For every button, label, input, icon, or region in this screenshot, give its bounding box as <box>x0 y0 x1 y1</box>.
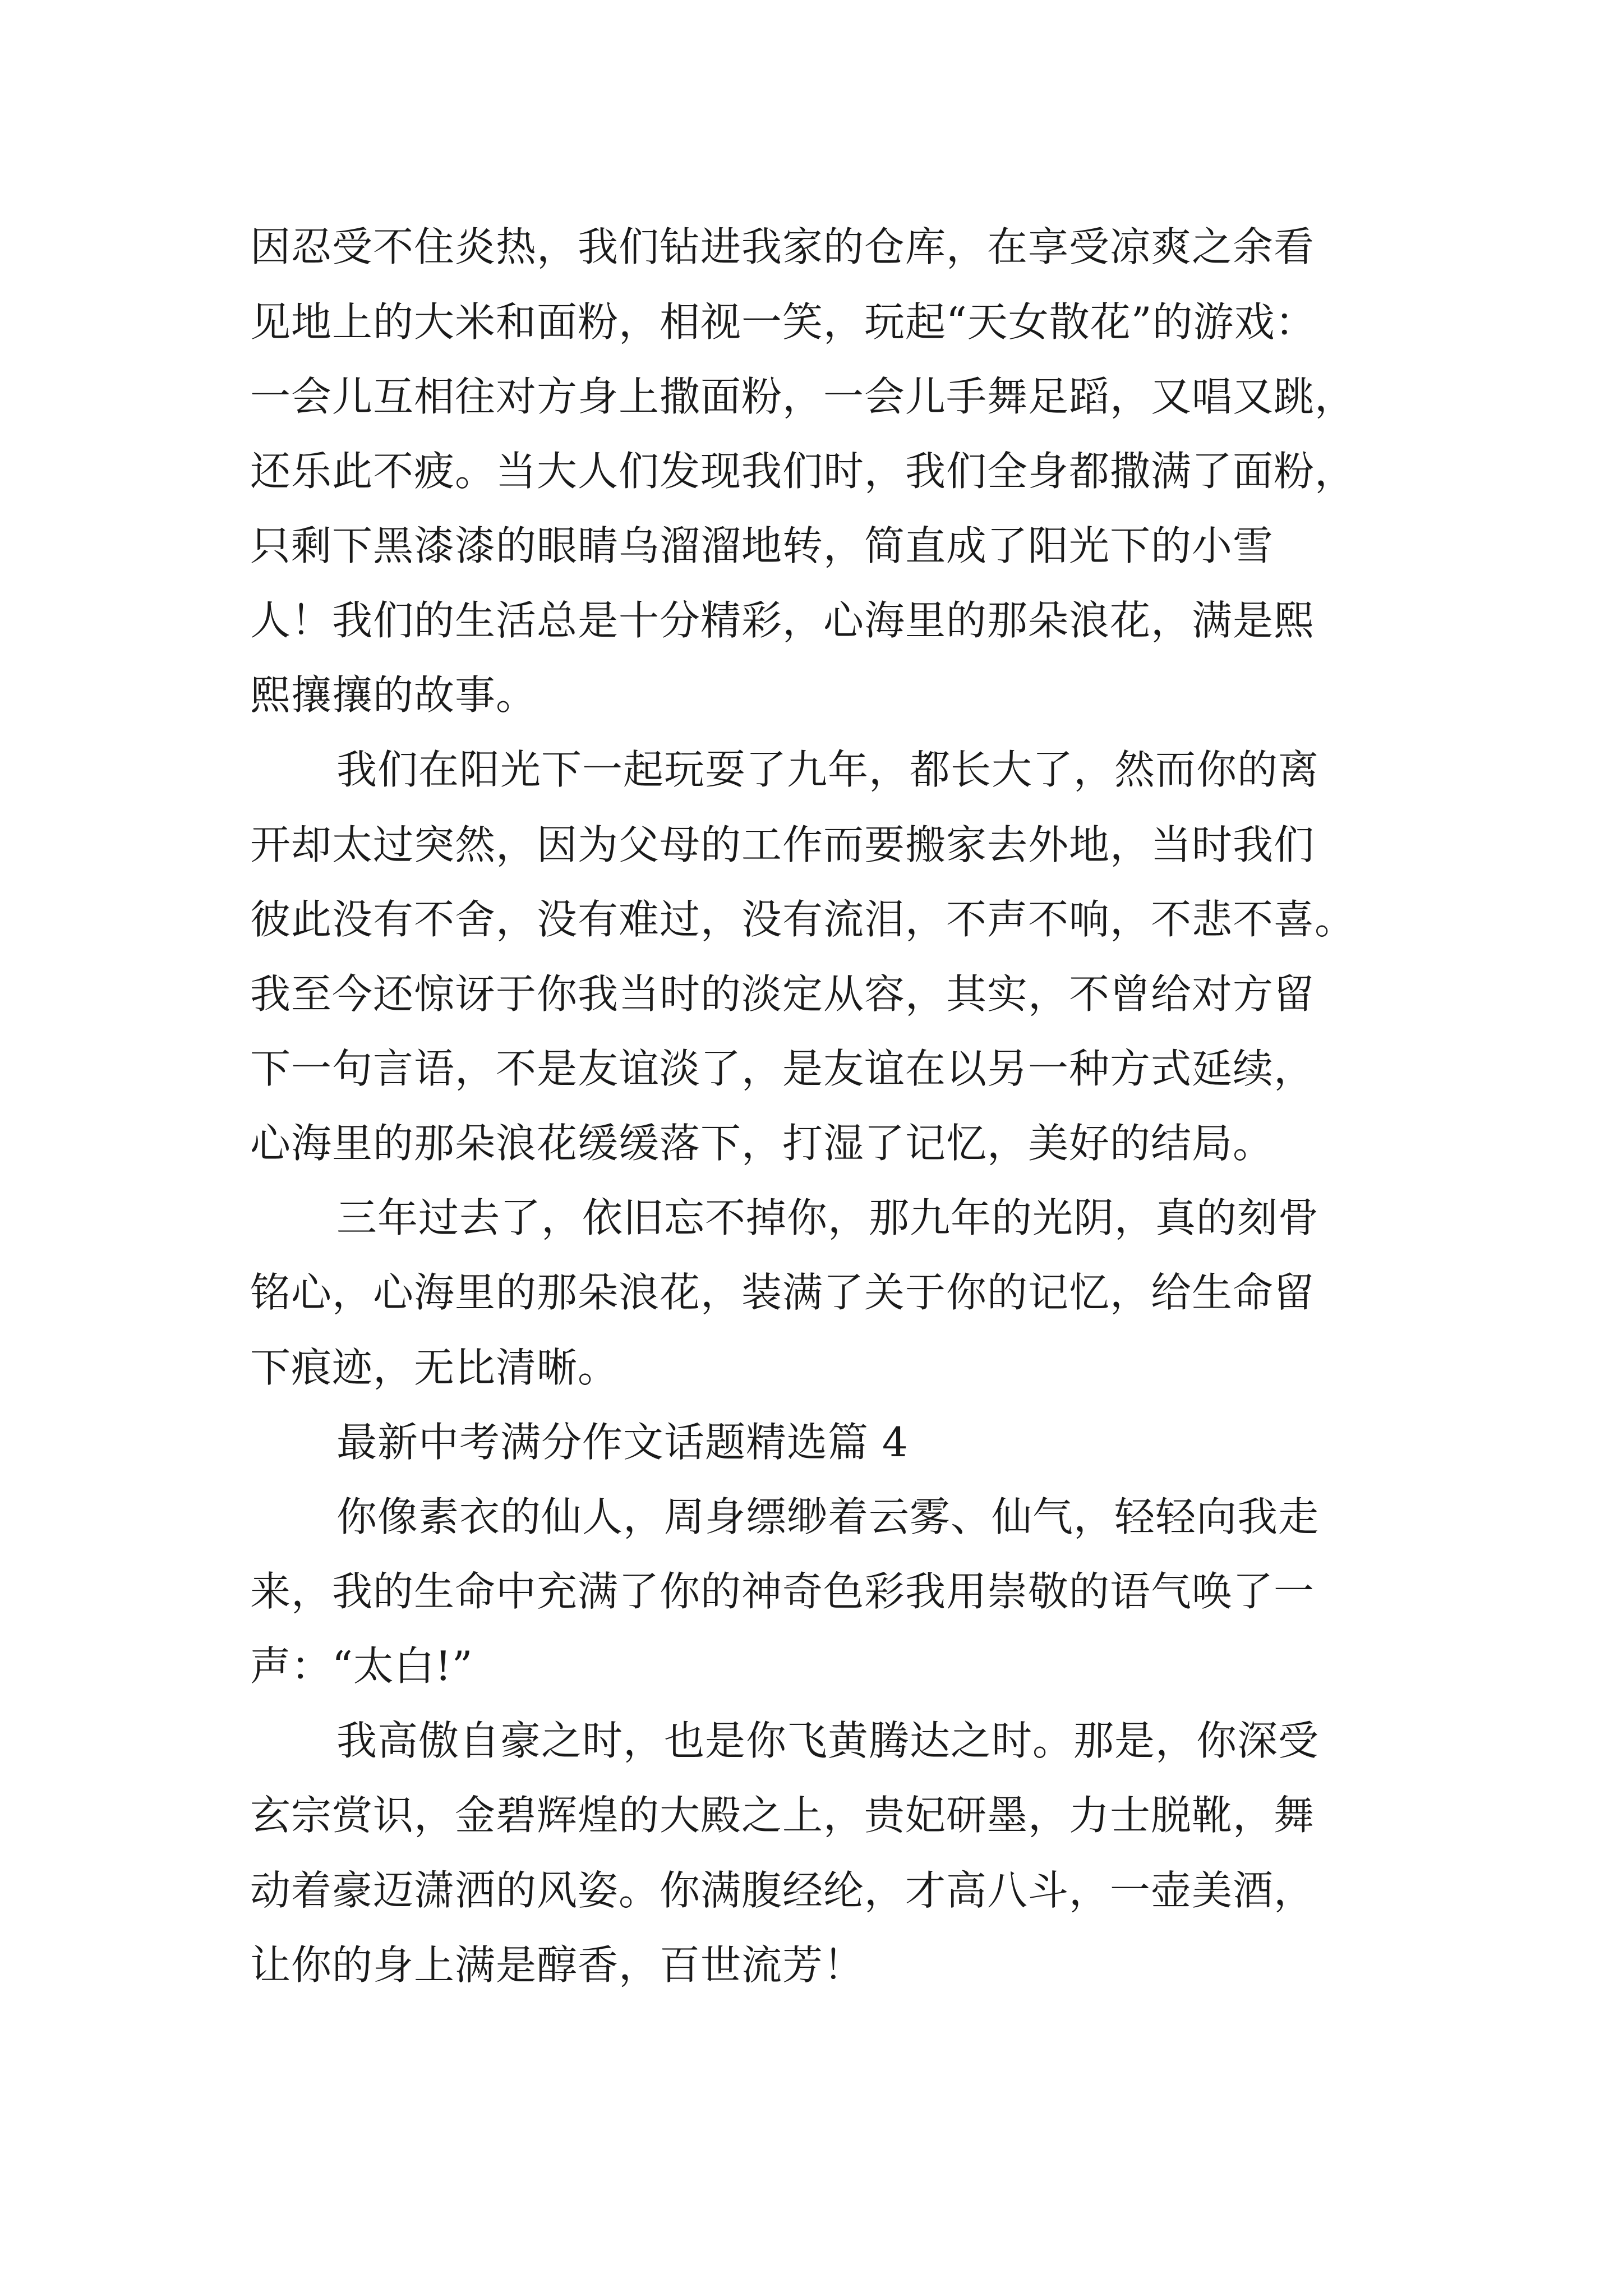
section-heading: 最新中考满分作文话题精选篇 4 <box>336 1419 909 1466</box>
text-line: 一会儿互相往对方身上撒面粉，一会儿手舞足蹈，又唱又跳， <box>250 373 1356 420</box>
paragraph-start-line: 我们在阳光下一起玩耍了九年，都长大了，然而你的离 <box>336 746 1320 793</box>
text-line: 让你的身上满是醇香，百世流芳！ <box>250 1941 865 1989</box>
text-line: 下一句言语，不是友谊淡了，是友谊在以另一种方式延续， <box>250 1045 1315 1092</box>
text-line: 来，我的生命中充满了你的神奇色彩我用崇敬的语气唤了一 <box>250 1568 1315 1615</box>
text-line: 熙攘攘的故事。 <box>250 671 537 719</box>
text-line: 还乐此不疲。当大人们发现我们时，我们全身都撒满了面粉， <box>250 448 1356 495</box>
text-line: 玄宗赏识，金碧辉煌的大殿之上，贵妃研墨，力士脱靴，舞 <box>250 1792 1315 1839</box>
text-line: 人！我们的生活总是十分精彩，心海里的那朵浪花，满是熙 <box>250 597 1315 644</box>
text-line: 我至今还惊讶于你我当时的淡定从容，其实，不曾给对方留 <box>250 970 1315 1018</box>
text-line: 见地上的大米和面粉，相视一笑，玩起“天女散花”的游戏： <box>250 298 1316 346</box>
text-line: 声：“太白!” <box>250 1642 473 1690</box>
paragraph-start-line: 我高傲自豪之时，也是你飞黄腾达之时。那是，你深受 <box>336 1717 1320 1764</box>
text-line: 开却太过突然，因为父母的工作而要搬家去外地，当时我们 <box>250 821 1315 868</box>
text-line: 心海里的那朵浪花缓缓落下，打湿了记忆，美好的结局。 <box>250 1120 1274 1167</box>
text-line: 下痕迹，无比清晰。 <box>250 1344 619 1391</box>
text-line: 因忍受不住炎热，我们钻进我家的仓库，在享受凉爽之余看 <box>250 223 1315 270</box>
text-line: 彼此没有不舍，没有难过，没有流泪，不声不响，不悲不喜。 <box>250 896 1356 943</box>
text-line: 只剩下黑漆漆的眼睛乌溜溜地转，简直成了阳光下的小雪 <box>250 522 1274 569</box>
text-line: 铭心，心海里的那朵浪花，装满了关于你的记忆，给生命留 <box>250 1269 1315 1316</box>
text-line: 动着豪迈潇洒的风姿。你满腹经纶，才高八斗，一壶美酒， <box>250 1867 1315 1914</box>
paragraph-start-line: 你像素衣的仙人，周身缥缈着云雾、仙气，轻轻向我走 <box>336 1493 1320 1540</box>
paragraph-start-line: 三年过去了，依旧忘不掉你，那九年的光阴，真的刻骨 <box>336 1194 1320 1241</box>
